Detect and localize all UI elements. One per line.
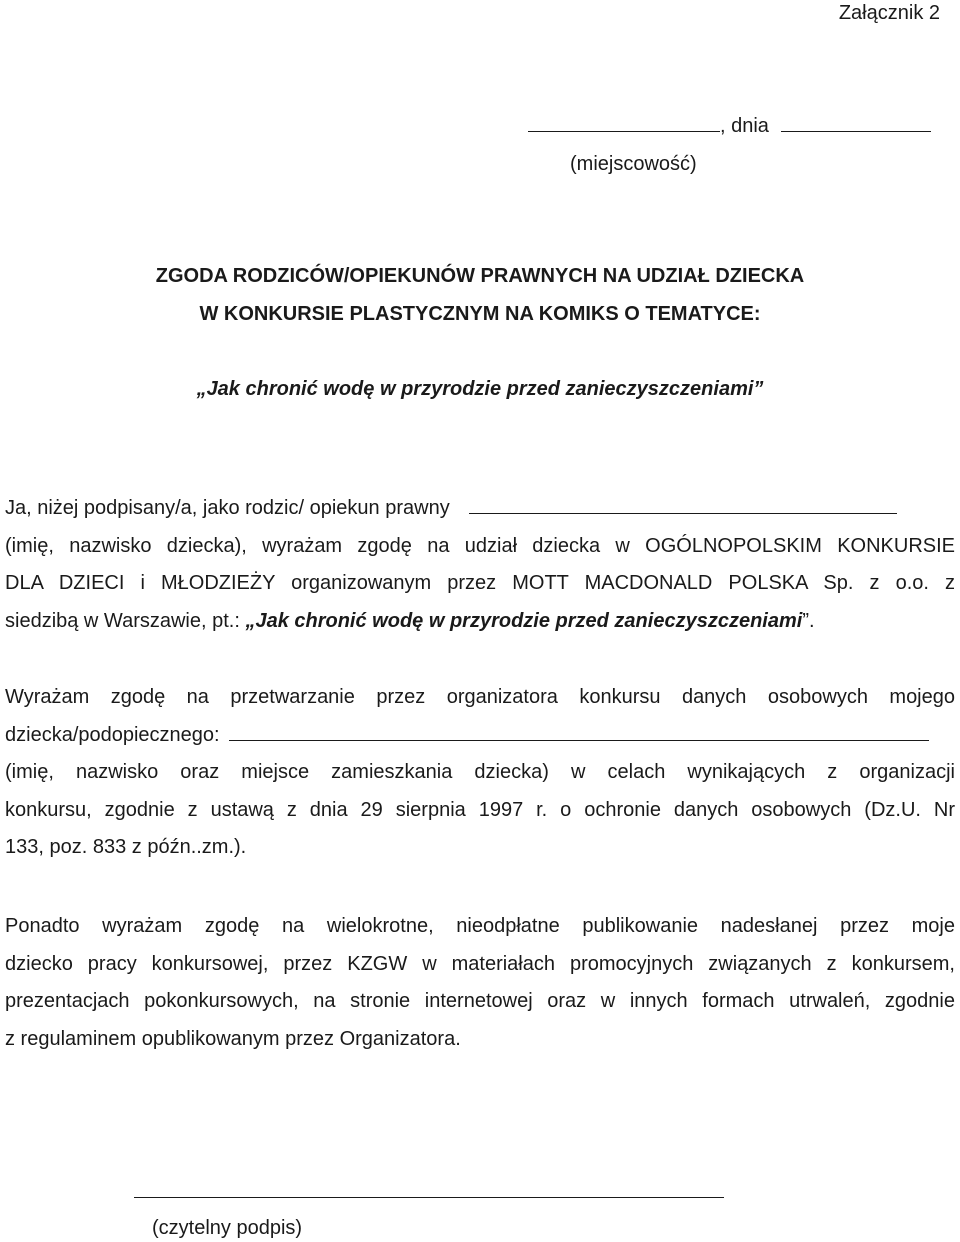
para3-line-1: Ponadto wyrażam zgodę na wielokrotne, nieodpłatne publikowanie nadesłanej przez moje xyxy=(5,915,955,937)
para2-line-4: konkursu, zgodnie z ustawą z dnia 29 sierpnia 1997 r. o ochronie danych osobowych (Dz.U. Nr xyxy=(5,798,955,821)
para2-line-1: Wyrażam zgodę na przetwarzanie przez organizatora konkursu danych osobowych mojego xyxy=(5,686,955,708)
title-line-1: ZGODA RODZICÓW/OPIEKUNÓW PRAWNYCH NA UDZIAŁ DZIECKA xyxy=(155,265,805,287)
para3-line-3: prezentacjach pokonkursowych, na stronie internetowej oraz w innych formach utrwaleń, zgodnie xyxy=(5,990,955,1012)
contest-title-inline: „Jak chronić wodę w przyrodzie przed zanieczyszczeniami xyxy=(245,609,803,632)
dnia-label: , dnia xyxy=(720,115,769,137)
child-details-field[interactable] xyxy=(229,739,929,741)
para1-line-1: Ja, niżej podpisany/a, jako rodzic/ opiekun prawny xyxy=(5,490,955,528)
title-line-2: W KONKURSIE PLASTYCZNYM NA KOMIKS O TEMATYCE: xyxy=(199,303,761,325)
para1-line-3: DLA DZIECI i MŁODZIEŻY organizowanym przez MOTT MACDONALD POLSKA Sp. z o.o. z xyxy=(5,572,955,594)
para1-line-4: siedzibą w Warszawie, pt.: „Jak chronić wodę w przyrodzie przed zanieczyszczeniami”. xyxy=(5,609,815,632)
guardian-name-field[interactable] xyxy=(469,512,897,514)
place-caption: (miejscowość) xyxy=(570,153,697,175)
annex-label: Załącznik 2 xyxy=(838,2,940,24)
place-date-line xyxy=(528,115,931,138)
consent-paragraph xyxy=(5,490,955,640)
place-field[interactable] xyxy=(528,130,720,132)
para3-line-4: z regulaminem opublikowanym przez Organizatora. xyxy=(5,1027,461,1050)
para2-line-3: (imię, nazwisko oraz miejsce zamieszkania dziecka) w celach wynikających z organizacji xyxy=(5,761,955,783)
signature-caption: (czytelny podpis) xyxy=(152,1217,303,1239)
para2-line-2: dziecka/podopiecznego: xyxy=(5,717,955,755)
publication-paragraph xyxy=(5,908,955,1058)
signature-field[interactable] xyxy=(134,1197,724,1198)
para1-line-2: (imię, nazwisko dziecka), wyrażam zgodę na udział dziecka w OGÓLNOPOLSKIM KONKURSIE xyxy=(5,534,955,557)
data-processing-paragraph xyxy=(5,679,955,867)
theme-title: „Jak chronić wodę w przyrodzie przed zanieczyszczeniami” xyxy=(196,378,764,400)
date-field[interactable] xyxy=(781,130,931,132)
para2-line-5: 133, poz. 833 z późn..zm.). xyxy=(5,836,247,858)
para3-line-2: dziecko pracy konkursowej, przez KZGW w materiałach promocyjnych związanych z konkursem, xyxy=(5,952,955,975)
